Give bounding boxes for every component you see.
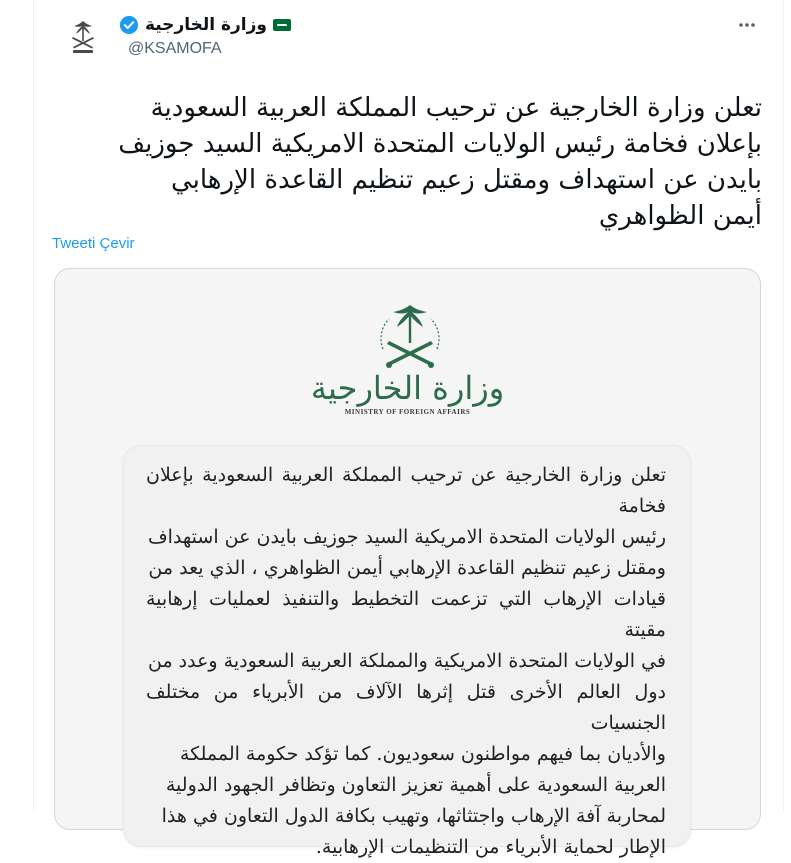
tweet-text: تعلن وزارة الخارجية عن ترحيب المملكة العربية السعودية بإعلان فخامة رئيس الولايات المتحدة الامريكية السيد جوزيف بايدن عن استهداف ومقتل زعيم تنظيم القاعدة الإرهابي أيمن الظواهري	[118, 93, 762, 231]
translate-tweet-link[interactable]: Tweeti Çevir	[52, 235, 135, 252]
avatar-emblem-icon	[63, 17, 103, 57]
user-handle[interactable]: @KSAMOFA	[128, 40, 222, 57]
timeline-border-left	[33, 0, 34, 812]
more-options-button[interactable]	[734, 12, 760, 38]
statement-text: تعلن وزارة الخارجية عن ترحيب المملكة العربية السعودية بإعلان فخامة رئيس الولايات المتحدة الامريكية السيد جوزيف بايدن عن استهداف ومقتل زعيم تنظيم القاعدة الإرهابي أيمن الظواهري ، الذي يعد من قيادات الإرهاب التي تزعمت التخطيط والتنفيذ لعمليات إرهابية مقيتة في الولايات المتحدة الامريكية والمملكة العربية السعودية وعدد من دول العالم الأخرى قتل إثرها الآلاف من الأبرياء من مختلف الجنسيات والأديان بما فيهم مواطنون سعوديون. كما تؤكد حكومة المملكة العربية السعودية على أهمية تعزيز التعاون وتظافر الجهود الدولية لمحاربة آفة الإرهاب واجتثاثها، وتهيب بكافة الدول التعاون في هذا الإطار لحماية الأبرياء من التنظيمات الإرهابية.	[146, 464, 666, 858]
more-options-icon	[737, 15, 757, 35]
avatar[interactable]	[58, 12, 108, 62]
verified-badge-icon	[119, 15, 139, 35]
ministry-logo-arabic: وزارة الخارجية	[310, 369, 505, 407]
tweet-media-image[interactable]	[54, 268, 761, 858]
author-name-row[interactable]	[119, 12, 291, 38]
display-name[interactable]: وزارة الخارجية	[144, 15, 267, 35]
timeline-border-right	[783, 0, 784, 812]
saudi-flag-icon	[273, 19, 291, 31]
statement-box	[123, 445, 691, 858]
ministry-logo-english: MINISTRY OF FOREIGN AFFAIRS	[344, 408, 471, 416]
